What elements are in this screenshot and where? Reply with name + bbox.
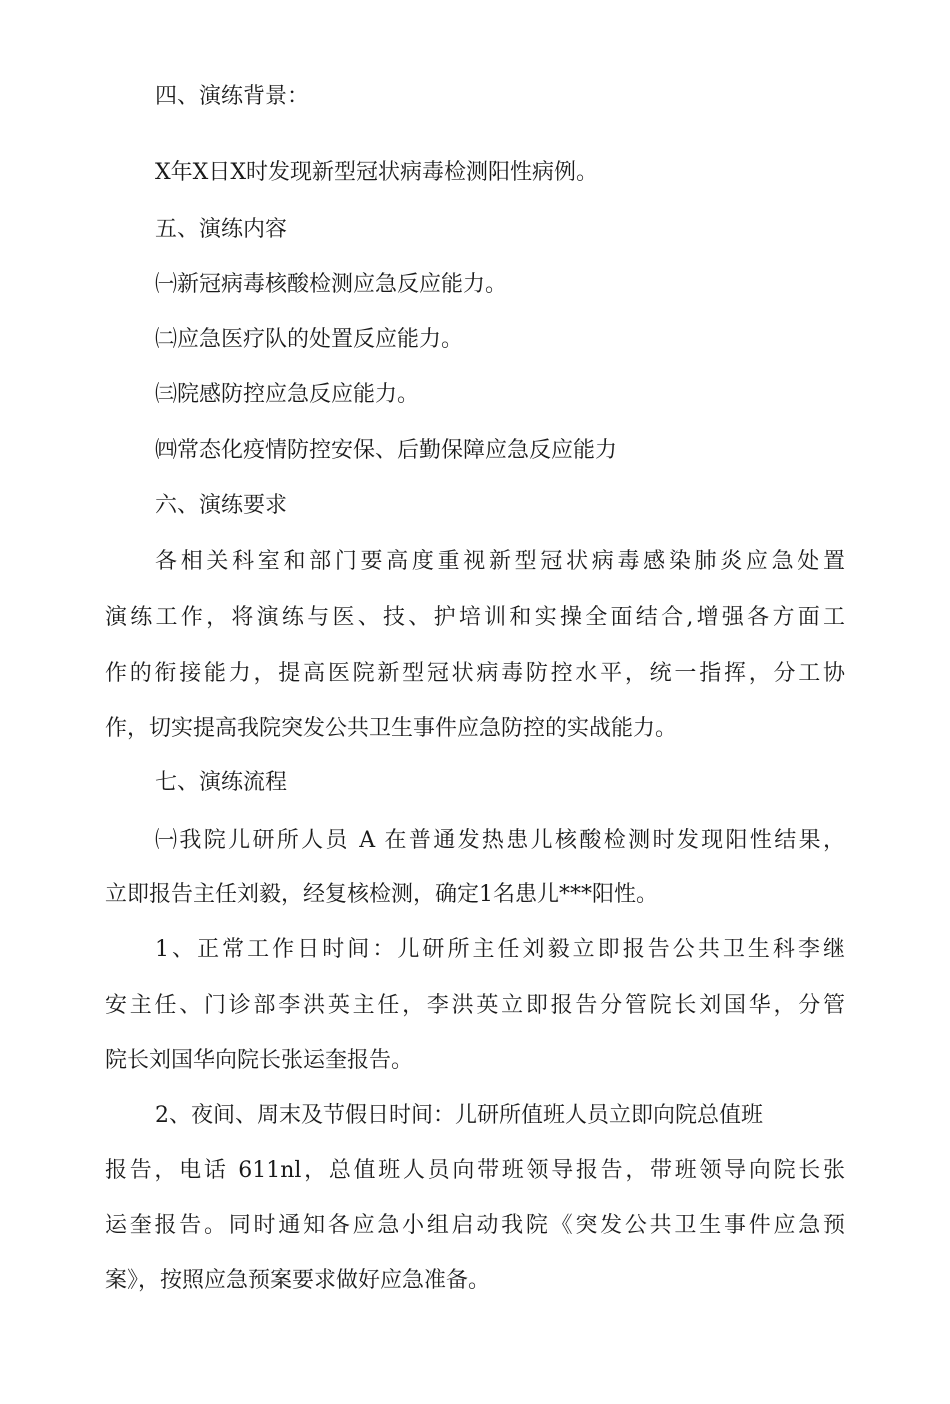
section-heading-requirements: 六、演练要求 [155, 493, 288, 518]
paragraph-line: 案》，按照应急预案要求做好应急准备。 [105, 1268, 491, 1293]
section-heading-process: 七、演练流程 [155, 770, 288, 795]
section-heading-content: 五、演练内容 [155, 217, 288, 242]
list-item: ㈢院感防控应急反应能力。 [155, 382, 420, 407]
paragraph-line: 1、正常工作日时间：儿研所主任刘毅立即报告公共卫生科李继 [155, 937, 845, 962]
paragraph-line: 演练工作，将演练与医、技、护培训和实操全面结合,增强各方面工 [105, 605, 845, 630]
paragraph-line: X年X日X时发现新型冠状病毒检测阳性病例。 [155, 160, 598, 185]
list-item: ㈠新冠病毒核酸检测应急反应能力。 [155, 272, 508, 297]
paragraph-line: ㈠我院儿研所人员 A 在普通发热患儿核酸检测时发现阳性结果， [155, 828, 845, 853]
section-heading-background: 四、演练背景： [155, 84, 310, 109]
paragraph-line: 立即报告主任刘毅，经复核检测，确定1名患儿***阳性。 [105, 882, 658, 907]
paragraph-line: 报告，电话 611nl，总值班人员向带班领导报告，带班领导向院长张 [105, 1158, 845, 1183]
list-item: ㈡应急医疗队的处置反应能力。 [155, 327, 464, 352]
paragraph-line: 作的衔接能力，提高医院新型冠状病毒防控水平，统一指挥，分工协 [105, 661, 845, 686]
paragraph-line: 各相关科室和部门要高度重视新型冠状病毒感染肺炎应急处置 [155, 549, 845, 574]
paragraph-line: 运奎报告。同时通知各应急小组启动我院《突发公共卫生事件应急预 [105, 1213, 845, 1238]
paragraph-line: 安主任、门诊部李洪英主任，李洪英立即报告分管院长刘国华，分管 [105, 993, 845, 1018]
list-item: ㈣常态化疫情防控安保、后勤保障应急反应能力 [155, 438, 618, 463]
paragraph-line: 院长刘国华向院长张运奎报告。 [105, 1048, 414, 1073]
paragraph-line: 作，切实提高我院突发公共卫生事件应急防控的实战能力。 [105, 716, 678, 741]
paragraph-line: 2、夜间、周末及节假日时间：儿研所值班人员立即向院总值班 [155, 1103, 763, 1128]
